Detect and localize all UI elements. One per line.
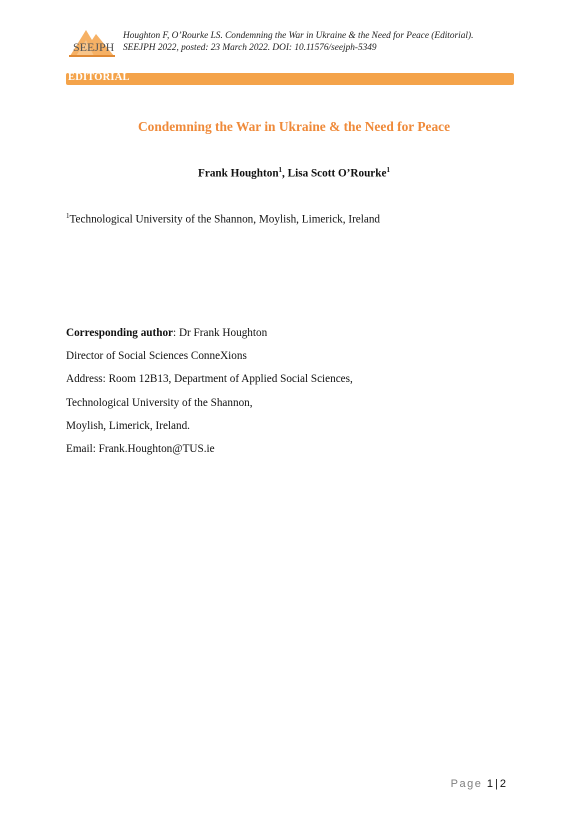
- journal-logo: [66, 26, 118, 62]
- page-footer: [380, 778, 506, 790]
- affiliation: [66, 212, 526, 226]
- page-number: 1: [486, 778, 494, 790]
- author-affiliation-sup: 1: [386, 166, 390, 174]
- section-bar: [66, 73, 514, 85]
- citation-line-2: SEEJPH 2022, posted: 23 March 2022. DOI: 10.11576/seejph-5349: [123, 42, 377, 53]
- page-word: Page: [450, 778, 483, 790]
- affiliation-sup: 1: [66, 212, 70, 220]
- author-separator: ,: [282, 167, 288, 180]
- author-affiliation-sup: 1: [278, 166, 283, 174]
- corresponding-email-line: Email: Frank.Houghton@TUS.ie: [66, 442, 215, 455]
- corresponding-author-label: Corresponding author: [66, 327, 174, 339]
- logo-text: SEEJPH: [73, 40, 115, 54]
- article-title: Condemning the War in Ukraine & the Need for Peace: [137, 119, 451, 134]
- corresponding-author-line: [66, 326, 526, 349]
- corresponding-detail-line: Director of Social Sciences ConneXions: [66, 350, 247, 363]
- section-label: EDITORIAL: [68, 72, 130, 83]
- corresponding-detail-line: Technological University of the Shannon,: [66, 396, 253, 409]
- corresponding-author-name: Dr Frank Houghton: [178, 327, 268, 339]
- corresponding-label-suffix: :: [173, 327, 179, 339]
- corresponding-detail-line: Moylish, Limerick, Ireland.: [66, 419, 190, 432]
- author-name: Frank Houghton: [198, 167, 279, 180]
- citation-line-1: Houghton F, O’Rourke LS. Condemning the War in Ukraine & the Need for Peace (Editorial).: [123, 31, 474, 41]
- header-citation: [123, 31, 523, 54]
- page-separator: |: [495, 778, 498, 790]
- author-name: Lisa Scott O’Rourke: [287, 167, 387, 180]
- author-list: [66, 166, 522, 180]
- corresponding-detail-line: Address: Room 12B13, Department of Applied Social Sciences,: [66, 373, 353, 386]
- corresponding-author-block: [66, 326, 526, 465]
- affiliation-text: Technological University of the Shannon, Moylish, Limerick, Ireland: [69, 213, 381, 226]
- total-pages: 2: [499, 778, 506, 790]
